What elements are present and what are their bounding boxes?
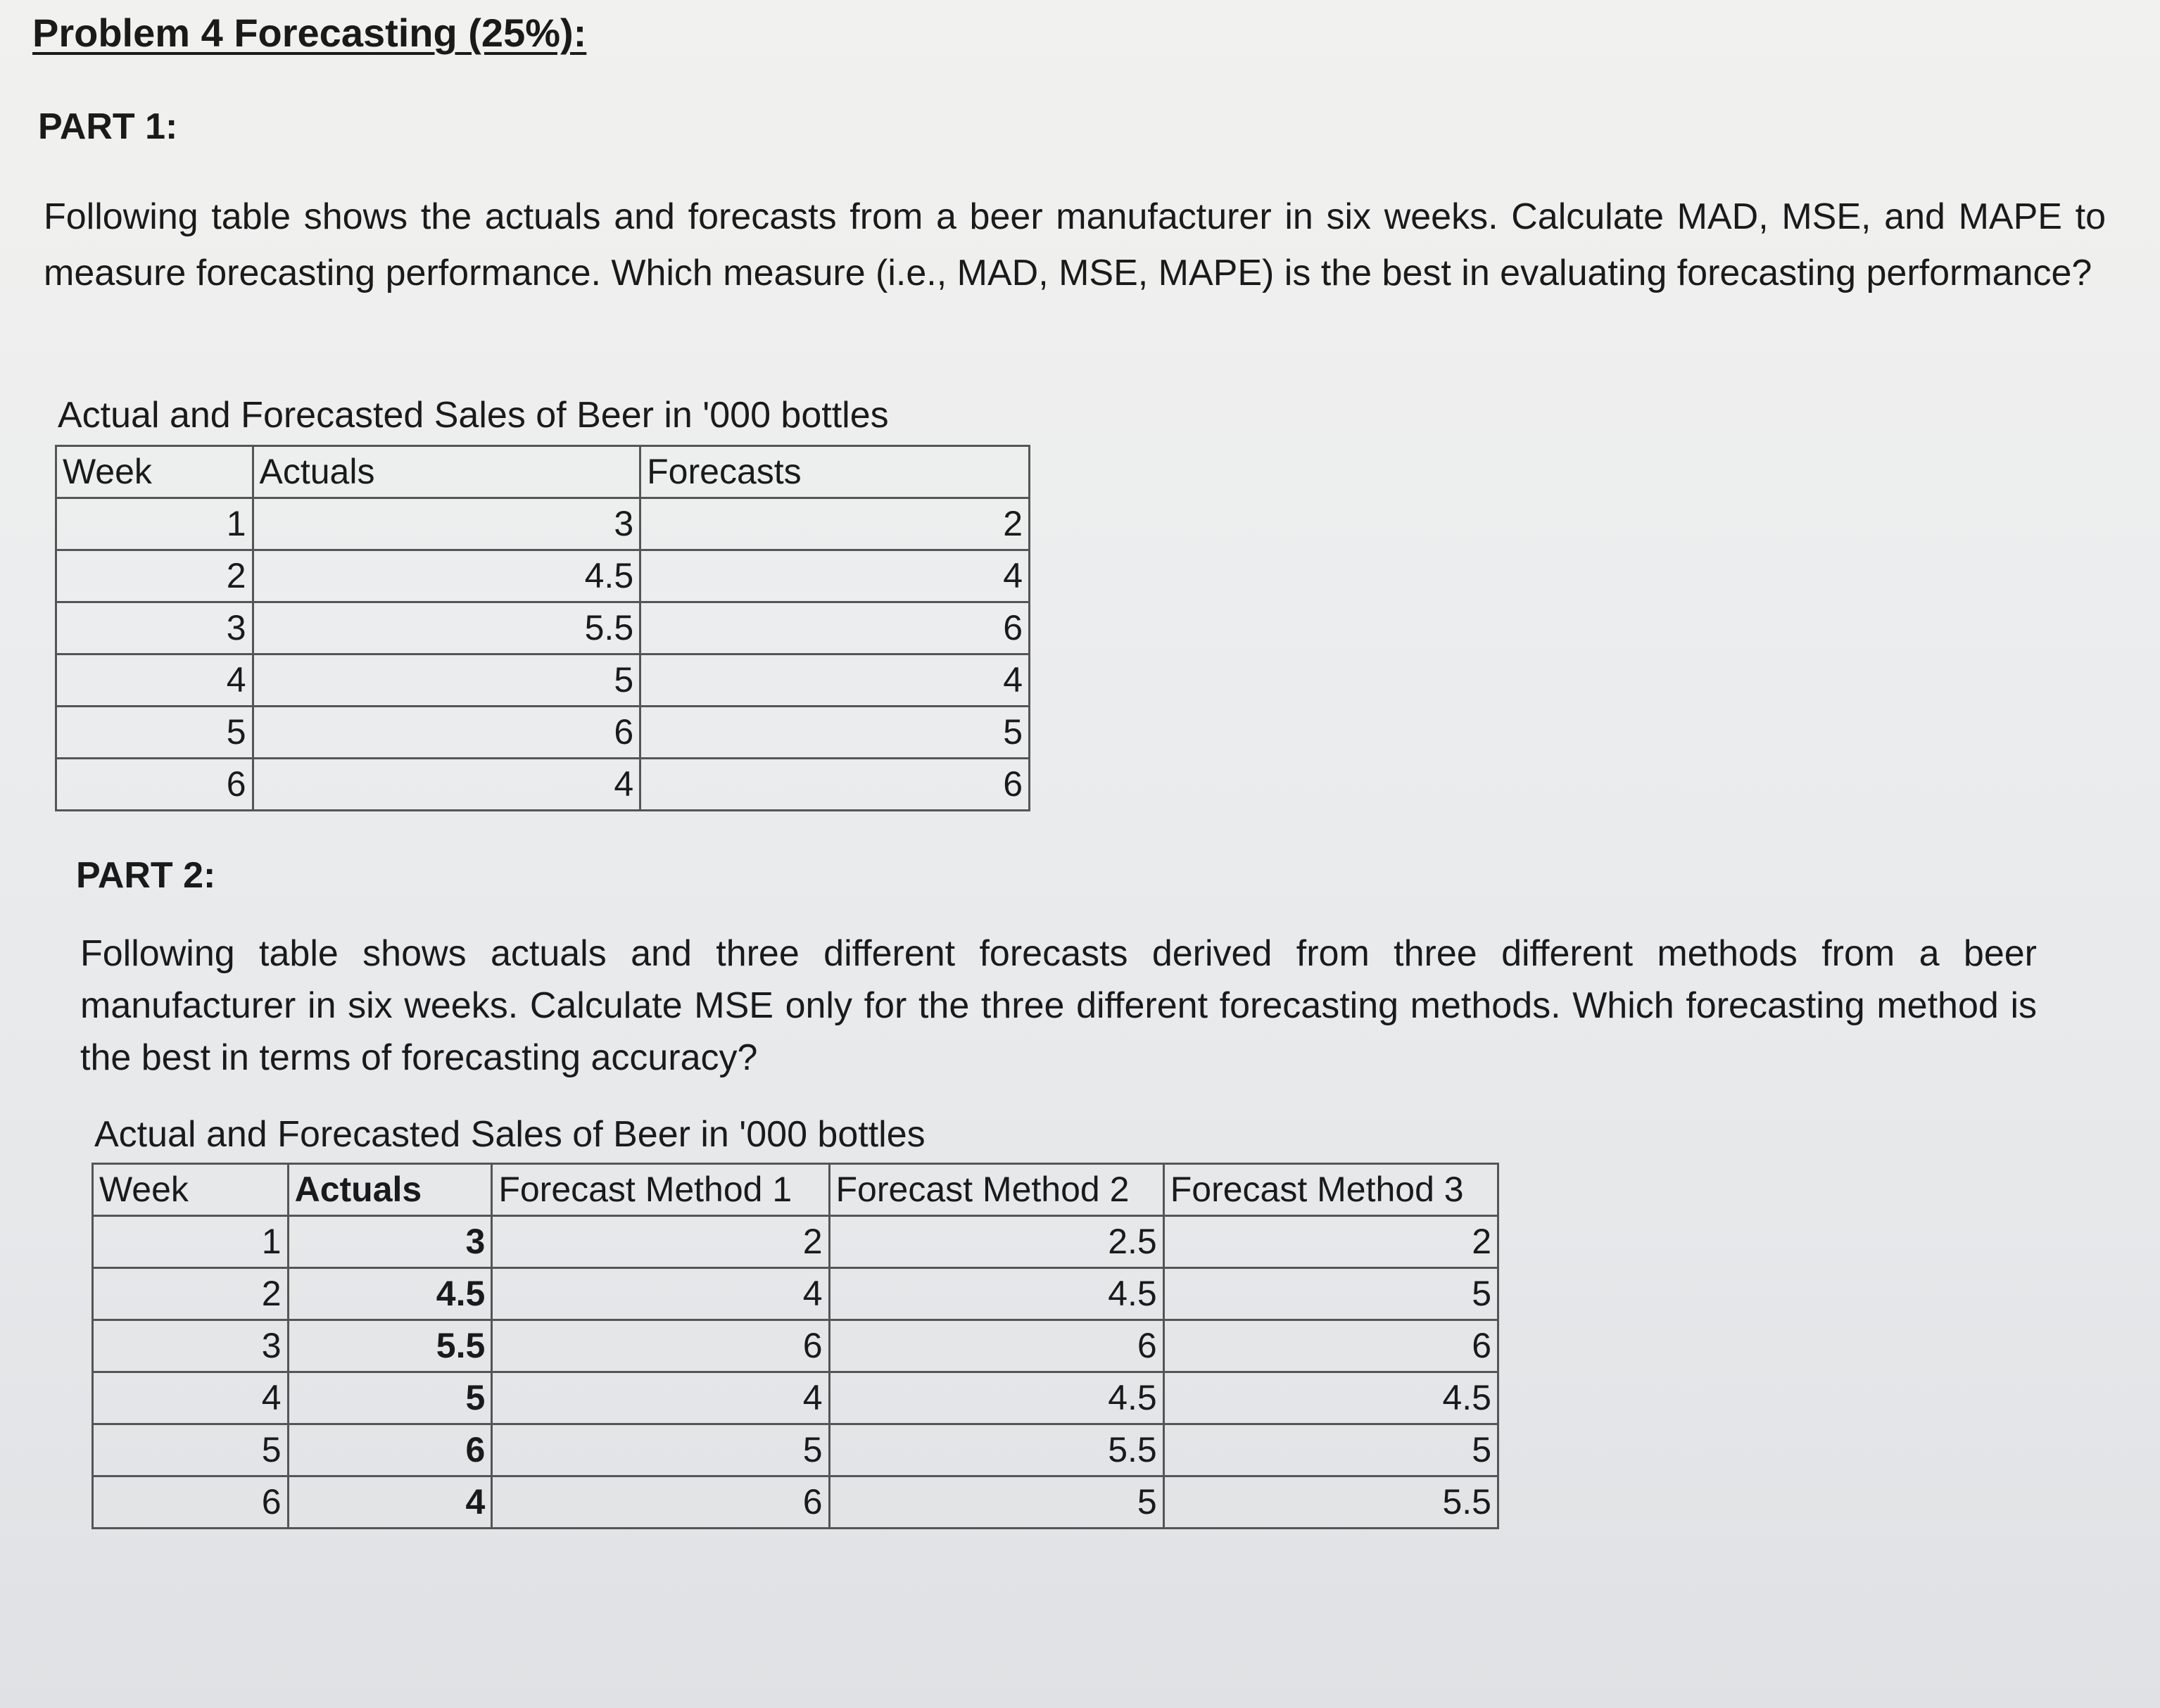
- cell-method-2: 4.5: [829, 1268, 1163, 1320]
- cell-actual: 5: [288, 1372, 492, 1424]
- part2-label: PART 2:: [76, 855, 216, 896]
- cell-week: 1: [93, 1216, 289, 1268]
- cell-forecast: 5: [640, 707, 1030, 759]
- cell-actual: 3: [253, 498, 640, 550]
- table-row: [93, 1216, 1498, 1268]
- header-week: Week: [56, 446, 253, 498]
- cell-forecast: 4: [640, 550, 1030, 602]
- cell-actual: 5.5: [253, 602, 640, 654]
- cell-method-1: 6: [492, 1476, 829, 1529]
- table-row: [56, 550, 1030, 602]
- cell-week: 5: [56, 707, 253, 759]
- problem-title: Problem 4 Forecasting (25%):: [32, 11, 587, 55]
- table-row: [56, 498, 1030, 550]
- cell-method-2: 5.5: [829, 1424, 1163, 1476]
- table-row: [56, 759, 1030, 811]
- cell-method-1: 4: [492, 1372, 829, 1424]
- table-row: [93, 1268, 1498, 1320]
- part2-question: Following table shows actuals and three different forecasts derived from three different methods from a beer manufacturer in six weeks. Calculate MSE only for the three different forecasting methods. Which forecasting method is the best in terms of forecasting accuracy?: [80, 933, 2037, 1078]
- cell-method-2: 2.5: [829, 1216, 1163, 1268]
- cell-method-3: 6: [1163, 1320, 1498, 1372]
- part1-table-caption: Actual and Forecasted Sales of Beer in '000 bottles: [58, 395, 889, 436]
- cell-forecast: 6: [640, 602, 1030, 654]
- part1-table: [55, 445, 1030, 811]
- table-header-row: [56, 446, 1030, 498]
- cell-method-3: 5.5: [1163, 1476, 1498, 1529]
- cell-forecast: 4: [640, 654, 1030, 707]
- cell-actual: 4.5: [253, 550, 640, 602]
- cell-week: 6: [93, 1476, 289, 1529]
- cell-week: 3: [93, 1320, 289, 1372]
- cell-method-2: 6: [829, 1320, 1163, 1372]
- part2-table-caption: Actual and Forecasted Sales of Beer in '000 bottles: [94, 1114, 926, 1155]
- cell-method-2: 5: [829, 1476, 1163, 1529]
- table-row: [56, 654, 1030, 707]
- header-actuals: Actuals: [288, 1164, 492, 1216]
- part1-label: PART 1:: [38, 106, 178, 147]
- table-row: [93, 1320, 1498, 1372]
- cell-forecast: 6: [640, 759, 1030, 811]
- cell-week: 2: [93, 1268, 289, 1320]
- cell-actual: 4: [253, 759, 640, 811]
- cell-week: 6: [56, 759, 253, 811]
- cell-method-3: 5: [1163, 1268, 1498, 1320]
- cell-week: 3: [56, 602, 253, 654]
- table-row: [93, 1476, 1498, 1529]
- header-week: Week: [93, 1164, 289, 1216]
- cell-week: 5: [93, 1424, 289, 1476]
- cell-actual: 6: [288, 1424, 492, 1476]
- part2-table: [91, 1163, 1499, 1529]
- cell-method-1: 2: [492, 1216, 829, 1268]
- cell-actual: 4: [288, 1476, 492, 1529]
- header-actuals: Actuals: [253, 446, 640, 498]
- cell-method-1: 6: [492, 1320, 829, 1372]
- table-header-row: [93, 1164, 1498, 1216]
- table-row: [56, 602, 1030, 654]
- cell-week: 2: [56, 550, 253, 602]
- header-forecast-method-3: Forecast Method 3: [1163, 1164, 1498, 1216]
- header-forecast-method-2: Forecast Method 2: [829, 1164, 1163, 1216]
- cell-week: 4: [56, 654, 253, 707]
- cell-actual: 5.5: [288, 1320, 492, 1372]
- header-forecast-method-1: Forecast Method 1: [492, 1164, 829, 1216]
- header-forecasts: Forecasts: [640, 446, 1030, 498]
- cell-method-1: 4: [492, 1268, 829, 1320]
- cell-actual: 3: [288, 1216, 492, 1268]
- cell-method-3: 4.5: [1163, 1372, 1498, 1424]
- cell-method-1: 5: [492, 1424, 829, 1476]
- table-row: [93, 1424, 1498, 1476]
- cell-actual: 4.5: [288, 1268, 492, 1320]
- cell-week: 4: [93, 1372, 289, 1424]
- cell-week: 1: [56, 498, 253, 550]
- cell-method-2: 4.5: [829, 1372, 1163, 1424]
- cell-actual: 6: [253, 707, 640, 759]
- table-row: [56, 707, 1030, 759]
- cell-method-3: 5: [1163, 1424, 1498, 1476]
- cell-method-3: 2: [1163, 1216, 1498, 1268]
- part1-question: Following table shows the actuals and forecasts from a beer manufacturer in six weeks. Calculate MAD, MSE, and MAPE to measure forecasting performance. Which measure (i.e., MAD, MSE, MAPE) is the best in evaluating forecasting performance?: [44, 196, 2106, 293]
- cell-actual: 5: [253, 654, 640, 707]
- cell-forecast: 2: [640, 498, 1030, 550]
- table-row: [93, 1372, 1498, 1424]
